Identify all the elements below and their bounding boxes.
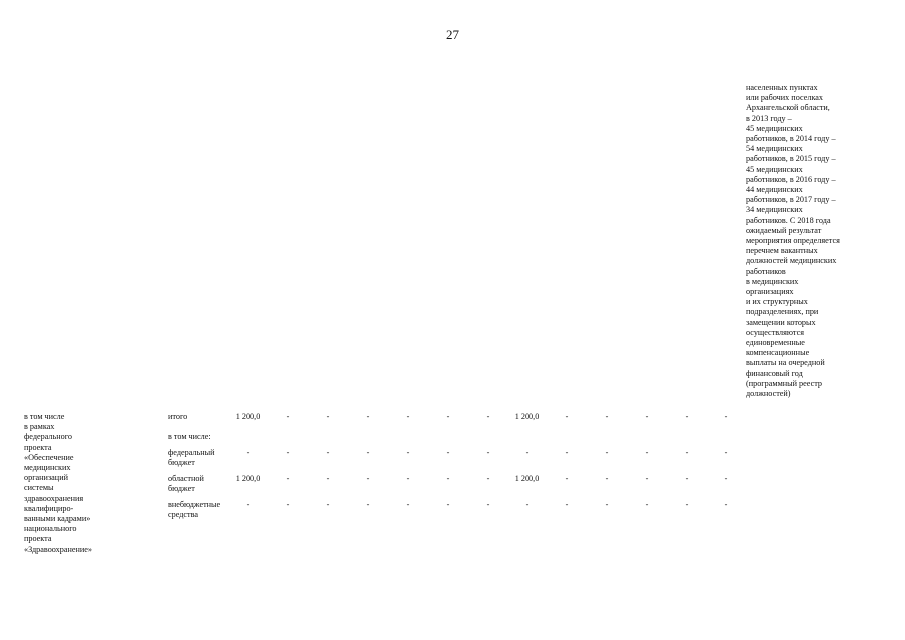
table-cell: - — [685, 448, 689, 457]
table-cell: - — [605, 448, 609, 457]
table-cell: - — [286, 500, 290, 509]
table-cell: - — [326, 500, 330, 509]
table-cell: - — [685, 500, 689, 509]
row-source-label: федеральный бюджет — [168, 448, 215, 468]
table-cell: - — [406, 448, 410, 457]
table-cell: - — [645, 474, 649, 483]
table-cell: - — [286, 412, 290, 421]
table-cell: 1 200,0 — [514, 412, 540, 421]
table-cell: - — [645, 500, 649, 509]
table-cell: - — [565, 474, 569, 483]
table-cell: - — [685, 474, 689, 483]
table-cell: - — [446, 412, 450, 421]
row-source-label: в том числе: — [168, 432, 211, 441]
table-cell: - — [685, 412, 689, 421]
table-cell: 1 200,0 — [514, 474, 540, 483]
table-cell: - — [446, 500, 450, 509]
table-cell: - — [724, 500, 728, 509]
row-source-label: итого — [168, 412, 188, 421]
table-cell: - — [486, 412, 490, 421]
table-cell: - — [366, 448, 370, 457]
row-source-label: областной бюджет — [168, 474, 204, 494]
table-cell: - — [406, 474, 410, 483]
table-cell: - — [724, 474, 728, 483]
table-cell: - — [246, 448, 250, 457]
table-cell: - — [525, 500, 529, 509]
table-cell: - — [286, 448, 290, 457]
table-cell: - — [246, 500, 250, 509]
table-cell: - — [366, 474, 370, 483]
table-cell: - — [406, 500, 410, 509]
row-source-label: внебюджетные средства — [168, 500, 221, 520]
table-cell: - — [286, 474, 290, 483]
table-cell: - — [366, 500, 370, 509]
table-cell: - — [645, 448, 649, 457]
table-cell: - — [446, 448, 450, 457]
table-cell: - — [605, 500, 609, 509]
table-cell: - — [645, 412, 649, 421]
table-cell: - — [724, 412, 728, 421]
table-cell: - — [565, 412, 569, 421]
table-cell: - — [525, 448, 529, 457]
page-number: 27 — [446, 27, 459, 42]
table-cell: - — [326, 474, 330, 483]
table-cell: - — [605, 412, 609, 421]
table-cell: - — [406, 412, 410, 421]
table-cell: - — [565, 448, 569, 457]
table-cell: - — [486, 500, 490, 509]
item-label: в том числе в рамках федерального проекта «Обеспечение медицинских организаций системы здравоохранения квалифициро- ванными кадрами» национального проекта «Здравоохранение» — [24, 412, 93, 554]
table-cell: - — [486, 474, 490, 483]
expected-result-note: населенных пунктах или рабочих поселках Архангельской области, в 2013 году – 45 медицинских работников, в 2014 году – 54 медицинских работников, в 2015 году – 45 медицинских работников, в 2016 году – 44 медицинских работников, в 2017 году – 34 медицинских работников. С 2018 года ожидаемый результат мероприятия определяется перечнем вакантных должностей медицинских работников в медицинских организациях и их структурных подразделениях, при замещении которых осуществляются единовременные компенсационные выплаты на очередной финансовый год (программный реестр должностей) — [746, 83, 840, 399]
table-cell: - — [326, 448, 330, 457]
table-cell: - — [605, 474, 609, 483]
table-cell: - — [565, 500, 569, 509]
table-cell: 1 200,0 — [235, 474, 261, 483]
table-cell: - — [724, 448, 728, 457]
table-cell: - — [326, 412, 330, 421]
table-cell: 1 200,0 — [235, 412, 261, 421]
table-cell: - — [446, 474, 450, 483]
table-cell: - — [366, 412, 370, 421]
table-cell: - — [486, 448, 490, 457]
